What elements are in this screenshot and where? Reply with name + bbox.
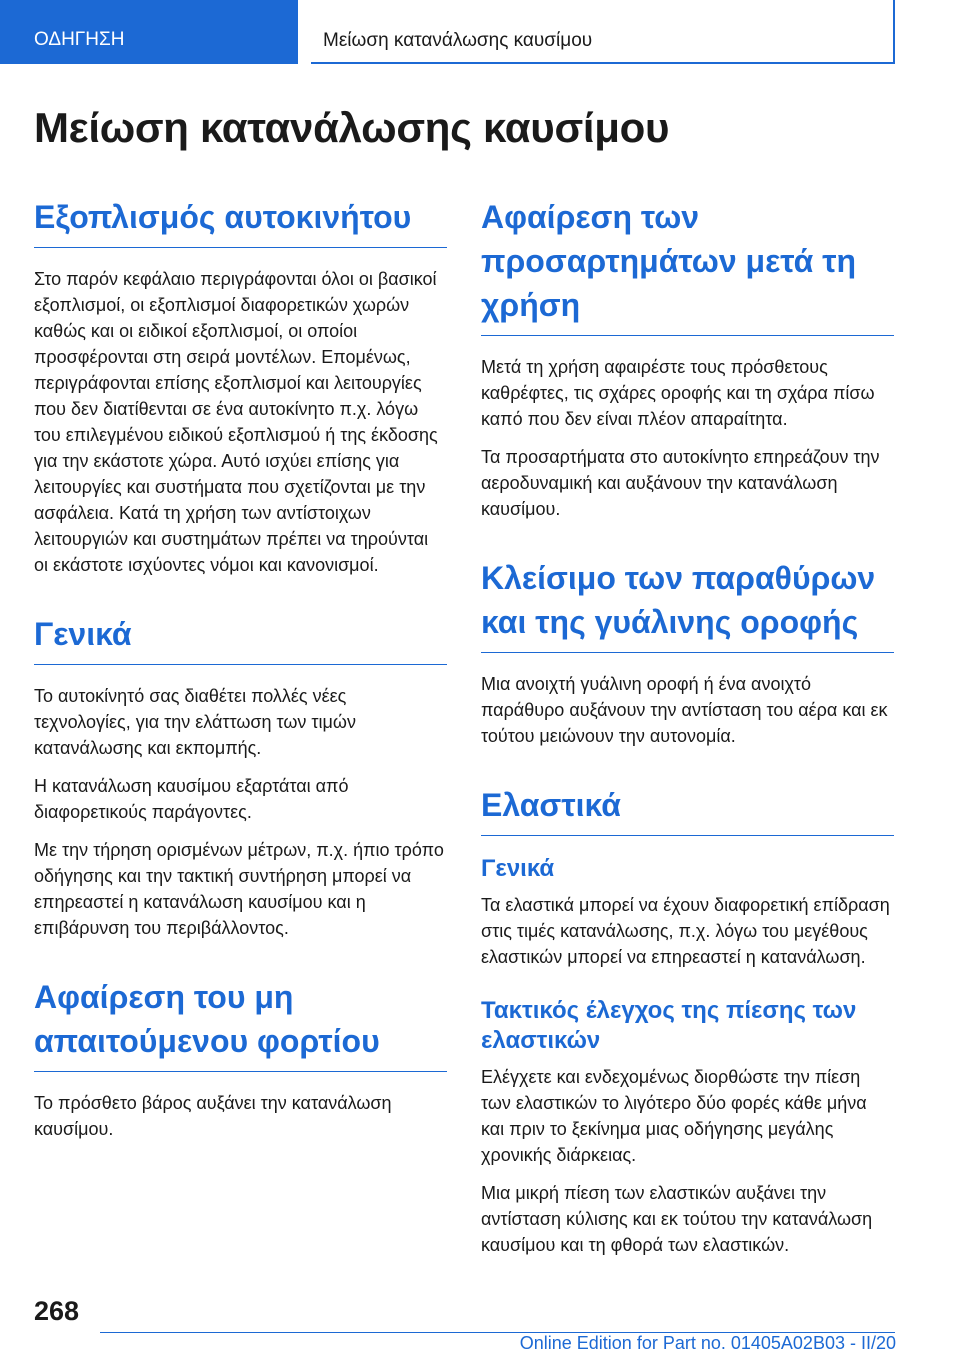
paragraph: Μια μικρή πίεση των ελαστικών αυξάνει την αντίσταση κύλισης και εκ τούτου την κατανάλωση καυσίμου και τη φθορά των ελαστικών. [481,1183,873,1255]
heading-close-windows: Κλείσιμο των παραθύρων και της γυάλινης οροφής [481,556,894,653]
page-title: Μείωση κατανάλωσης καυσίμου [34,104,670,151]
chapter-tab[interactable]: ΟΔΗΓΗΣΗ [0,0,298,64]
paragraph: Μετά τη χρήση αφαιρέστε τους πρόσθετους καθρέφτες, τις σχάρες οροφής και τη σχάρα πίσω καπό που δεν είναι πλέον απαραίτητα. [481,357,875,429]
paragraph: Μια ανοιχτή γυάλινη οροφή ή ένα ανοιχτό παράθυρο αυξάνουν την αντίσταση του αέρα και εκ τούτου μειώνουν την αυτονομία. [481,674,888,746]
paragraph: Τα προσαρτήματα στο αυτοκίνητο επηρεάζουν την αεροδυναμική και αυξάνουν την κατανάλωση καυσίμου. [481,447,880,519]
heading-vehicle-equipment: Εξοπλισμός αυτοκινήτου [34,195,447,248]
heading-remove-load: Αφαίρεση του μη απαιτούμενου φορτίου [34,975,447,1072]
paragraph: Η κατανάλωση καυσίμου εξαρτάται από διαφορετικούς παράγοντες. [34,776,349,822]
running-header-title: Μείωση κατανάλωσης καυσίμου [311,0,895,64]
page-number: 268 [34,1296,80,1326]
paragraph: Τα ελαστικά μπορεί να έχουν διαφορετική επίδραση στις τιμές κατανάλωσης, π.χ. λόγω του μεγέθους ελαστικών μπορεί να επηρεαστεί η κατανάλωση. [481,895,890,967]
paragraph: Το αυτοκίνητό σας διαθέτει πολλές νέες τεχνολογίες, για την ελάττωση των τιμών κατανάλωσης και εκπομπής. [34,686,356,758]
heading-general: Γενικά [34,612,447,665]
heading-tires: Ελαστικά [481,783,894,836]
footer-edition[interactable]: Online Edition for Part no. 01405A02B03 - II/20 [519,1333,896,1353]
left-column [34,195,447,1154]
heading-remove-attachments: Αφαίρεση των προσαρτημάτων μετά τη χρήση [481,195,894,336]
paragraph: Με την τήρηση ορισμένων μέτρων, π.χ. ήπιο τρόπο οδήγησης και την τακτική συντήρηση μπορεί να επηρεαστεί η κατανάλωση καυσίμου και η επιβάρυνση του περιβάλλοντος. [34,840,444,938]
paragraph: Το πρόσθετο βάρος αυξάνει την κατανάλωση καυσίμου. [34,1093,392,1139]
right-column [481,195,894,1270]
subheading-tires-general: Γενικά [481,855,555,882]
subheading-tire-pressure: Τακτικός έλεγχος της πίεσης των ελαστικών [481,997,857,1054]
paragraph: Στο παρόν κεφάλαιο περιγράφονται όλοι οι βασικοί εξοπλισμοί, οι εξοπλισμοί διαφορετικών χωρών καθώς και οι ειδικοί εξοπλισμοί, οι οποίοι προσφέρονται στη σειρά μοντέλων. Επομένως, περιγράφονται επίσης εξοπλισμοί και λειτουργίες που δεν διατίθενται σε ένα αυτοκίνητο π.χ. λόγω του επιλεγμένου ειδικού εξοπλισμού ή της έκδοσης για την εκάστοτε χώρα. Αυτό ισχύει επίσης για λειτουργίες και συστήματα που σχετίζονται με την ασφάλεια. Κατά τη χρήση των αντίστοιχων λειτουργιών και συστημάτων πρέπει να τηρούνται οι εκάστοτε ισχύοντες νόμοι και κανονισμοί. [34,269,438,575]
paragraph: Ελέγχετε και ενδεχομένως διορθώστε την πίεση των ελαστικών το λιγότερο δύο φορές κάθε μήνα και πριν το ξεκίνημα μιας οδήγησης μεγάλης χρονικής διάρκειας. [481,1067,867,1165]
